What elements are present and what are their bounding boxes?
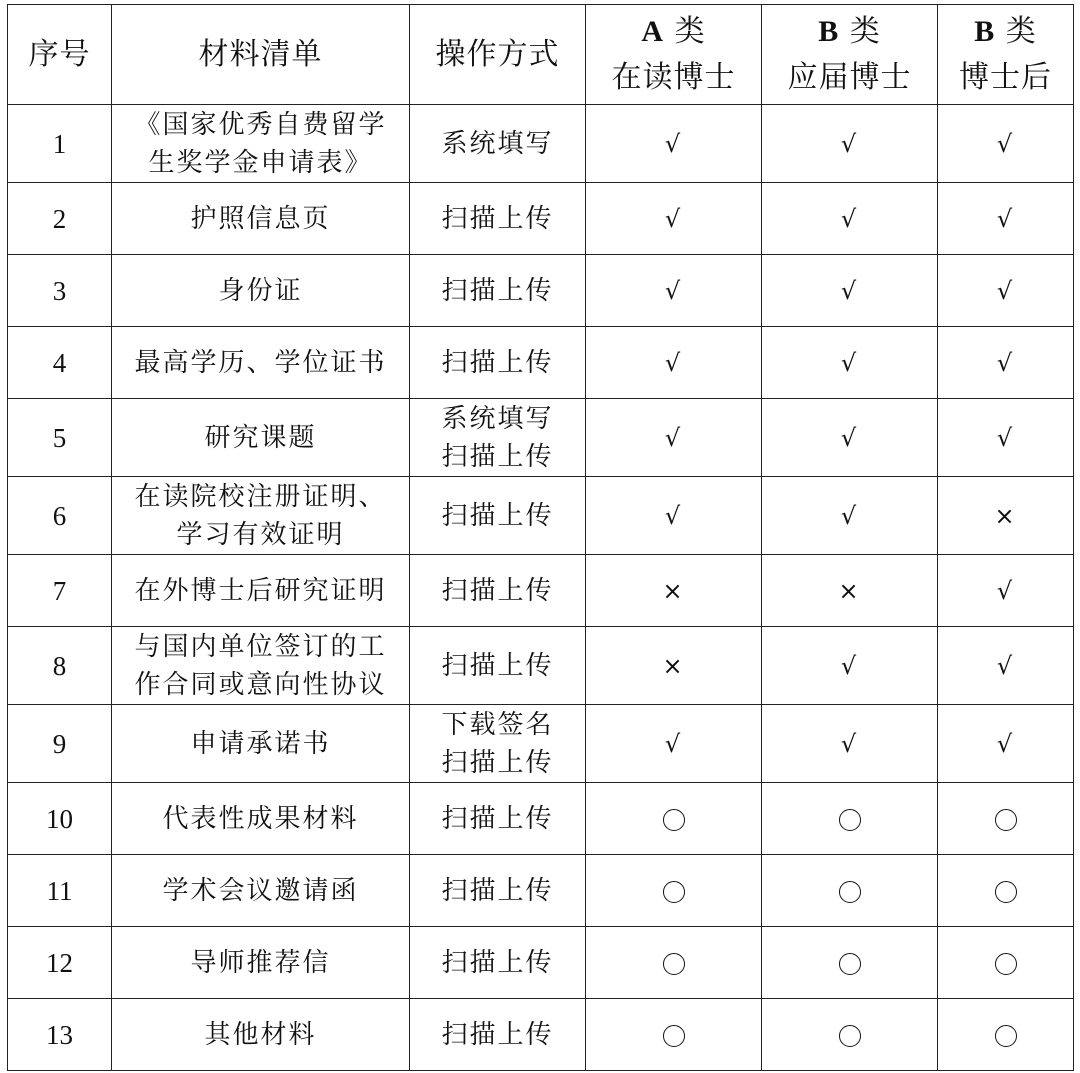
row-material-line: 研究课题 [204,422,317,453]
row-seq: 13 [8,999,112,1071]
header-category-b1-sub: 应届博士 [787,59,912,95]
optional-circle-icon [839,881,861,903]
check-icon: √ [664,129,683,158]
row-material-line: 其他材料 [204,1019,317,1050]
check-icon: √ [996,423,1015,452]
header-category-b2 [938,5,1074,105]
row-material-line: 代表性成果材料 [162,803,359,834]
row-material [112,477,410,555]
check-icon: √ [840,129,859,158]
row-seq: 8 [8,627,112,705]
optional-circle-icon [995,1025,1017,1047]
header-category-b2-title [944,9,1067,55]
row-operation [410,399,586,477]
check-icon: √ [664,729,683,758]
row-material [112,999,410,1071]
row-operation-line: 扫描上传 [441,875,554,906]
table-row [8,927,1074,999]
row-seq: 9 [8,705,112,783]
row-material-line: 与国内单位签订的工 [134,631,387,662]
row-operation [410,927,586,999]
header-category-b2-sub: 博士后 [959,59,1052,95]
check-icon: √ [996,129,1015,158]
row-material-line: 学术会议邀请函 [162,875,359,906]
check-icon: √ [840,348,859,377]
check-icon: √ [664,348,683,377]
row-operation-line: 扫描上传 [441,803,554,834]
row-category-a-mark [586,783,762,855]
table-row [8,855,1074,927]
row-operation-line: 扫描上传 [441,947,554,978]
optional-circle-icon [839,953,861,975]
header-category-a-word: 类 [674,13,706,49]
row-material [112,399,410,477]
row-material-line: 《国家优秀自费留学 [134,109,387,140]
table-row [8,477,1074,555]
header-materials: 材料清单 [112,5,410,105]
table-row [8,705,1074,783]
header-category-a-sub: 在读博士 [611,59,736,95]
row-seq: 12 [8,927,112,999]
row-material [112,855,410,927]
row-category-b2-mark [938,855,1074,927]
row-category-b1-mark [762,705,938,783]
row-category-b1-mark [762,627,938,705]
row-seq: 5 [8,399,112,477]
row-category-b1-mark [762,999,938,1071]
row-seq: 4 [8,327,112,399]
optional-circle-icon [839,1025,861,1047]
header-category-a [586,5,762,105]
row-material [112,255,410,327]
row-category-b2-mark [938,627,1074,705]
header-operation: 操作方式 [410,5,586,105]
row-operation [410,555,586,627]
row-category-a-mark [586,999,762,1071]
row-category-a-mark [586,555,762,627]
check-icon: √ [664,501,683,530]
check-icon: √ [840,276,859,305]
row-operation-line: 扫描上传 [441,441,554,472]
row-seq: 11 [8,855,112,927]
row-category-b1-mark [762,477,938,555]
header-category-b1 [762,5,938,105]
optional-circle-icon [663,809,685,831]
table-row [8,399,1074,477]
table-row [8,627,1074,705]
row-material [112,927,410,999]
row-category-b1-mark [762,255,938,327]
row-material [112,555,410,627]
table-row [8,999,1074,1071]
row-material-line: 在外博士后研究证明 [134,575,387,606]
row-operation [410,105,586,183]
table-body [8,105,1074,1071]
row-category-a-mark [586,627,762,705]
row-operation-line: 扫描上传 [441,747,554,778]
optional-circle-icon [663,1025,685,1047]
row-material [112,627,410,705]
optional-circle-icon [663,953,685,975]
check-icon: √ [996,576,1015,605]
row-operation-line: 系统填写 [441,403,554,434]
row-category-b1-mark [762,183,938,255]
row-operation-line: 扫描上传 [441,1019,554,1050]
row-seq: 2 [8,183,112,255]
row-seq: 7 [8,555,112,627]
row-seq: 10 [8,783,112,855]
check-icon: √ [664,423,683,452]
row-category-b2-mark [938,555,1074,627]
row-material [112,327,410,399]
row-operation-line: 扫描上传 [441,575,554,606]
row-operation-line: 扫描上传 [441,650,554,681]
row-category-a-mark [586,927,762,999]
row-operation-line: 系统填写 [441,128,554,159]
row-operation [410,327,586,399]
optional-circle-icon [663,881,685,903]
row-operation [410,477,586,555]
row-material-line: 申请承诺书 [190,728,331,759]
check-icon: √ [996,651,1015,680]
row-material [112,183,410,255]
row-category-b2-mark [938,927,1074,999]
optional-circle-icon [839,809,861,831]
row-material-line: 身份证 [218,275,303,306]
check-icon: √ [840,729,859,758]
optional-circle-icon [995,881,1017,903]
check-icon: √ [996,348,1015,377]
header-category-b1-letter: B [818,14,840,48]
header-category-b2-letter: B [974,14,996,48]
row-category-a-mark [586,705,762,783]
header-category-b2-word: 类 [1005,13,1037,49]
materials-table [7,4,1074,1071]
row-operation-line: 下载签名 [441,709,554,740]
row-operation [410,627,586,705]
row-material [112,783,410,855]
row-material-line: 护照信息页 [190,203,331,234]
row-category-b2-mark [938,399,1074,477]
cross-icon: × [838,576,861,605]
header-category-b1-word: 类 [849,13,881,49]
row-material-line: 生奖学金申请表》 [148,147,373,178]
row-seq: 3 [8,255,112,327]
row-operation-line: 扫描上传 [441,203,554,234]
row-material-line: 导师推荐信 [190,947,331,978]
header-category-b1-title [768,9,931,55]
table-row [8,183,1074,255]
row-material-line: 作合同或意向性协议 [134,669,387,700]
cross-icon: × [662,576,685,605]
check-icon: √ [840,651,859,680]
row-category-b2-mark [938,183,1074,255]
row-category-b2-mark [938,999,1074,1071]
check-icon: √ [664,276,683,305]
table-row [8,555,1074,627]
row-category-a-mark [586,105,762,183]
optional-circle-icon [995,953,1017,975]
header-row [8,5,1074,105]
row-operation-line: 扫描上传 [441,275,554,306]
row-seq: 1 [8,105,112,183]
cross-icon: × [994,501,1017,530]
header-seq: 序号 [8,5,112,105]
row-operation [410,255,586,327]
row-category-b1-mark [762,327,938,399]
header-category-a-title [592,9,755,55]
check-icon: √ [996,276,1015,305]
row-category-b2-mark [938,783,1074,855]
row-operation-line: 扫描上传 [441,500,554,531]
row-category-a-mark [586,399,762,477]
row-operation-line: 扫描上传 [441,347,554,378]
table-row [8,255,1074,327]
check-icon: √ [996,729,1015,758]
row-operation [410,855,586,927]
row-category-b2-mark [938,255,1074,327]
row-category-b1-mark [762,855,938,927]
row-operation [410,183,586,255]
check-icon: √ [840,423,859,452]
row-operation [410,999,586,1071]
row-category-b1-mark [762,555,938,627]
optional-circle-icon [995,809,1017,831]
check-icon: √ [996,204,1015,233]
row-category-a-mark [586,855,762,927]
row-category-b2-mark [938,705,1074,783]
row-category-a-mark [586,327,762,399]
table-row [8,783,1074,855]
table-row [8,327,1074,399]
table-row [8,105,1074,183]
row-category-b1-mark [762,105,938,183]
row-category-a-mark [586,255,762,327]
row-category-b2-mark [938,477,1074,555]
row-operation [410,705,586,783]
row-material [112,105,410,183]
row-category-b1-mark [762,783,938,855]
row-seq: 6 [8,477,112,555]
row-category-b2-mark [938,105,1074,183]
check-icon: √ [840,204,859,233]
row-category-b2-mark [938,327,1074,399]
check-icon: √ [664,204,683,233]
check-icon: √ [840,501,859,530]
row-material-line: 在读院校注册证明、 [134,481,387,512]
row-operation [410,783,586,855]
cross-icon: × [662,651,685,680]
row-material [112,705,410,783]
row-category-b1-mark [762,399,938,477]
row-material-line: 学习有效证明 [176,519,345,550]
row-category-a-mark [586,183,762,255]
row-category-a-mark [586,477,762,555]
row-category-b1-mark [762,927,938,999]
header-category-a-letter: A [641,14,665,48]
row-material-line: 最高学历、学位证书 [134,347,387,378]
